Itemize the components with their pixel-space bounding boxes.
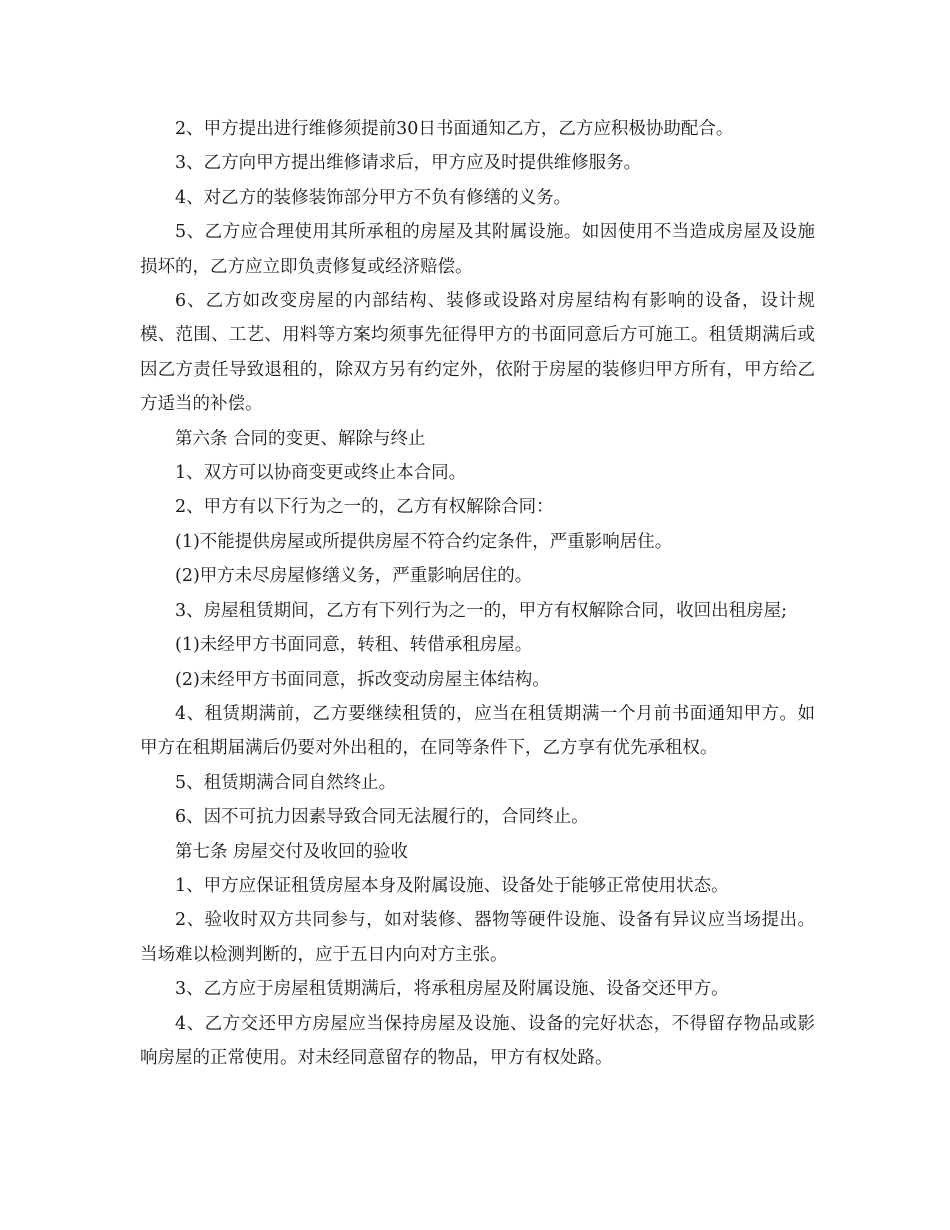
clause-paragraph: 4、对乙方的装修装饰部分甲方不负有修缮的义务。 — [175, 187, 572, 208]
section-heading: 第七条 房屋交付及收回的验收 — [175, 841, 409, 862]
clause-paragraph: 2、甲方有以下行为之一的，乙方有权解除合同： — [175, 497, 554, 518]
sub-clause-paragraph: (1)未经甲方书面同意，转租、转借承租房屋。 — [175, 635, 533, 656]
document-body — [140, 112, 815, 1075]
sub-clause-paragraph: (2)未经甲方书面同意，拆改变动房屋主体结构。 — [175, 669, 550, 690]
sub-clause-paragraph: (2)甲方未尽房屋修缮义务，严重影响居住的。 — [175, 566, 533, 587]
clause-paragraph: 6、因不可抗力因素导致合同无法履行的，合同终止。 — [175, 807, 589, 828]
clause-paragraph: 2、验收时双方共同参与，如对装修、器物等硬件设施、设备有异议应当场提出。当场难以检测判断的，应于五日内向对方主张。 — [140, 910, 815, 965]
sub-clause-paragraph: (1)不能提供房屋或所提供房屋不符合约定条件，严重影响居住。 — [175, 531, 673, 552]
clause-paragraph: 5、租赁期满合同自然终止。 — [175, 772, 397, 793]
clause-paragraph: 1、双方可以协商变更或终止本合同。 — [175, 463, 467, 484]
clause-paragraph: 3、乙方应于房屋租赁期满后，将承租房屋及附属设施、设备交还甲方。 — [175, 979, 729, 1000]
clause-paragraph: 2、甲方提出进行维修须提前30日书面通知乙方，乙方应积极协助配合。 — [175, 119, 734, 139]
clause-paragraph: 4、乙方交还甲方房屋应当保持房屋及设施、设备的完好状态，不得留存物品或影响房屋的正常使用。对未经同意留存的物品，甲方有权处路。 — [140, 1013, 815, 1068]
section-heading: 第六条 合同的变更、解除与终止 — [175, 428, 426, 449]
clause-paragraph: 3、乙方向甲方提出维修请求后，甲方应及时提供维修服务。 — [175, 153, 642, 174]
clause-paragraph: 6、乙方如改变房屋的内部结构、装修或设路对房屋结构有影响的设备，设计规模、范围、工艺、用料等方案均须事先征得甲方的书面同意后方可施工。租赁期满后或因乙方责任导致退租的，除双方另有约定外，依附于房屋的装修归甲方所有，甲方给乙方适当的补偿。 — [140, 291, 815, 415]
clause-paragraph: 5、乙方应合理使用其所承租的房屋及其附属设施。如因使用不当造成房屋及设施损坏的，乙方应立即负责修复或经济赔偿。 — [140, 222, 815, 277]
clause-paragraph: 3、房屋租赁期间，乙方有下列行为之一的，甲方有权解除合同，收回出租房屋; — [175, 600, 788, 621]
clause-paragraph: 1、甲方应保证租赁房屋本身及附属设施、设备处于能够正常使用状态。 — [175, 875, 729, 896]
clause-paragraph: 4、租赁期满前，乙方要继续租赁的，应当在租赁期满一个月前书面通知甲方。如甲方在租期届满后仍要对外出租的，在同等条件下，乙方享有优先承租权。 — [140, 703, 815, 759]
